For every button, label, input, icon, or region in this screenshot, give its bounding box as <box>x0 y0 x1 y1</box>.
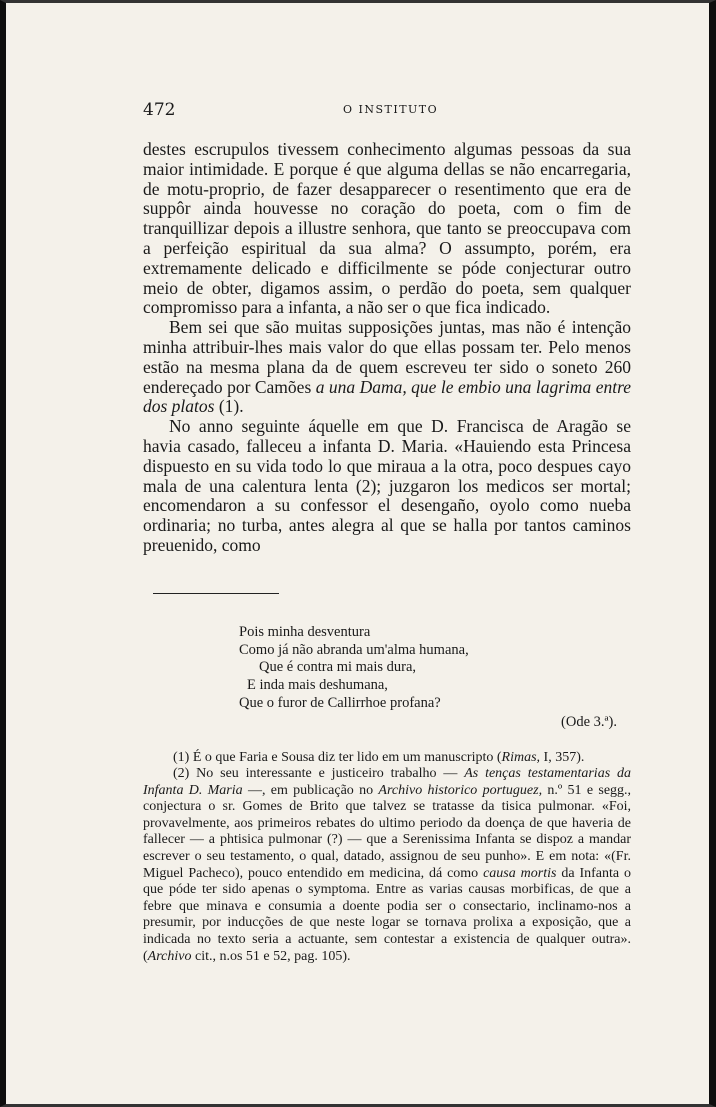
poem-line: Que o furor de Callirrhoe profana? <box>239 694 441 711</box>
footnote-2-journal: Archivo historico portuguez, <box>378 782 543 798</box>
footnote-ref-1: (1). <box>218 396 244 417</box>
sonnet-title: a una Dama, que le embio una lagrima entre dos platos <box>143 376 632 417</box>
poem-line: Como já não abranda um'alma humana, <box>239 641 469 658</box>
footnote-1-italic: Rimas, <box>501 749 541 765</box>
footnote-rule <box>153 593 279 594</box>
paragraph-3: No anno seguinte áquelle em que D. Francisca de Aragão se havia casado, falleceu a infanta D. Maria. «Hauiendo esta Princesa dispuesto en su vida todo lo que miraua a la otra, poco despues cayo mala de una calentura lenta (2); juzgaron los medicos ser mortal; encomendaron a su confessor el desengaño, oyolo como nueba ordinaria; no turba, antes alegra al que se halla por tantos caminos preuenido, como <box>143 416 631 555</box>
footnote-1-ref: I, 357). <box>543 749 585 765</box>
footnote-1-text: (1) É o que Faria e Sousa diz ter lido em um manuscripto ( <box>173 749 502 765</box>
footnote-2-text: cit., n.os 51 e 52, pag. 105). <box>194 948 351 964</box>
poem-line: Pois minha desventura <box>239 623 371 640</box>
footnote-2-text: (2) No seu interessante e justiceiro trabalho — <box>173 766 458 782</box>
running-title: O INSTITUTO <box>343 103 439 116</box>
footnote-2-title: As tenças testamentarias da Infanta D. Maria <box>143 766 631 798</box>
poem-quote <box>239 624 631 732</box>
poem-line: Que é contra mi mais dura, <box>259 659 417 676</box>
main-text <box>143 140 631 556</box>
footnote-2 <box>143 766 631 965</box>
page-number: 472 <box>143 100 176 120</box>
paragraph-1: destes escrupulos tivessem conhecimento algumas pessoas da sua maior intimidade. E porque é que alguma dellas se não encarregaria, de motu-proprio, de fazer desapparecer o resentimento que era de suppôr ainda houvesse no coração do poeta, com o fim de tranquillizar depois a illustre senhora, que tanto se preoccupava com a perfeição espiritual da sua alma? O assumpto, porém, era extremamente delicado e difficilmente se póde conjecturar outro meio de obter, digamos assim, o perdão do poeta, sem qualquer compromisso para a infanta, a não ser o que fica indicado. <box>143 139 631 318</box>
poem-line: E inda mais deshumana, <box>247 677 388 694</box>
footnote-2-text: —, em publicação no <box>247 782 374 798</box>
paragraph-2-text: Bem sei que são muitas supposições juntas, mas não é intenção minha attribuir-lhes mais valor do que ellas possam ter. Pelo menos estão na mesma plana da de quem escreveu ter sido o soneto 260 endereçado por Camões <box>143 317 631 397</box>
running-head <box>143 100 631 126</box>
footnote-2-text: n.º 51 e segg., conjectura o sr. Gomes de Brito que talvez se tratasse da tisica pulmonar. «Foi, provavelmente, aos primeiros rebates do ultimo periodo da doença de que haveria de fallecer — a phtisica pulmonar (?) — que a Serenissima Infanta se dispoz a mandar escrever o seu testamento, o qual, datado, assignou de seu punho». E em nota: «(Fr. Miguel Pacheco), pouco entendido em medicina, dá como <box>143 782 632 881</box>
paragraph-2 <box>143 318 631 417</box>
book-page <box>143 100 631 965</box>
footnote-2-latin: causa mortis <box>483 865 557 881</box>
footnote-2-text: da Infanta o que póde ter sido apenas o symptoma. Entre as varias causas morbificas, de que a febre que minava e consumia a doente podia ser o consectario, inclinamo-nos a presumir, por inducções de que neste logar se tornava prolixa a exposição, que a indicada no texto seria a actuante, sem contestar a existencia de qualquer outra». ( <box>143 865 632 964</box>
poem-source: (Ode 3.ª). <box>561 713 617 730</box>
footnote-2-archivo: Archivo <box>147 948 192 964</box>
footnotes <box>143 750 631 966</box>
footnote-1 <box>143 750 631 767</box>
